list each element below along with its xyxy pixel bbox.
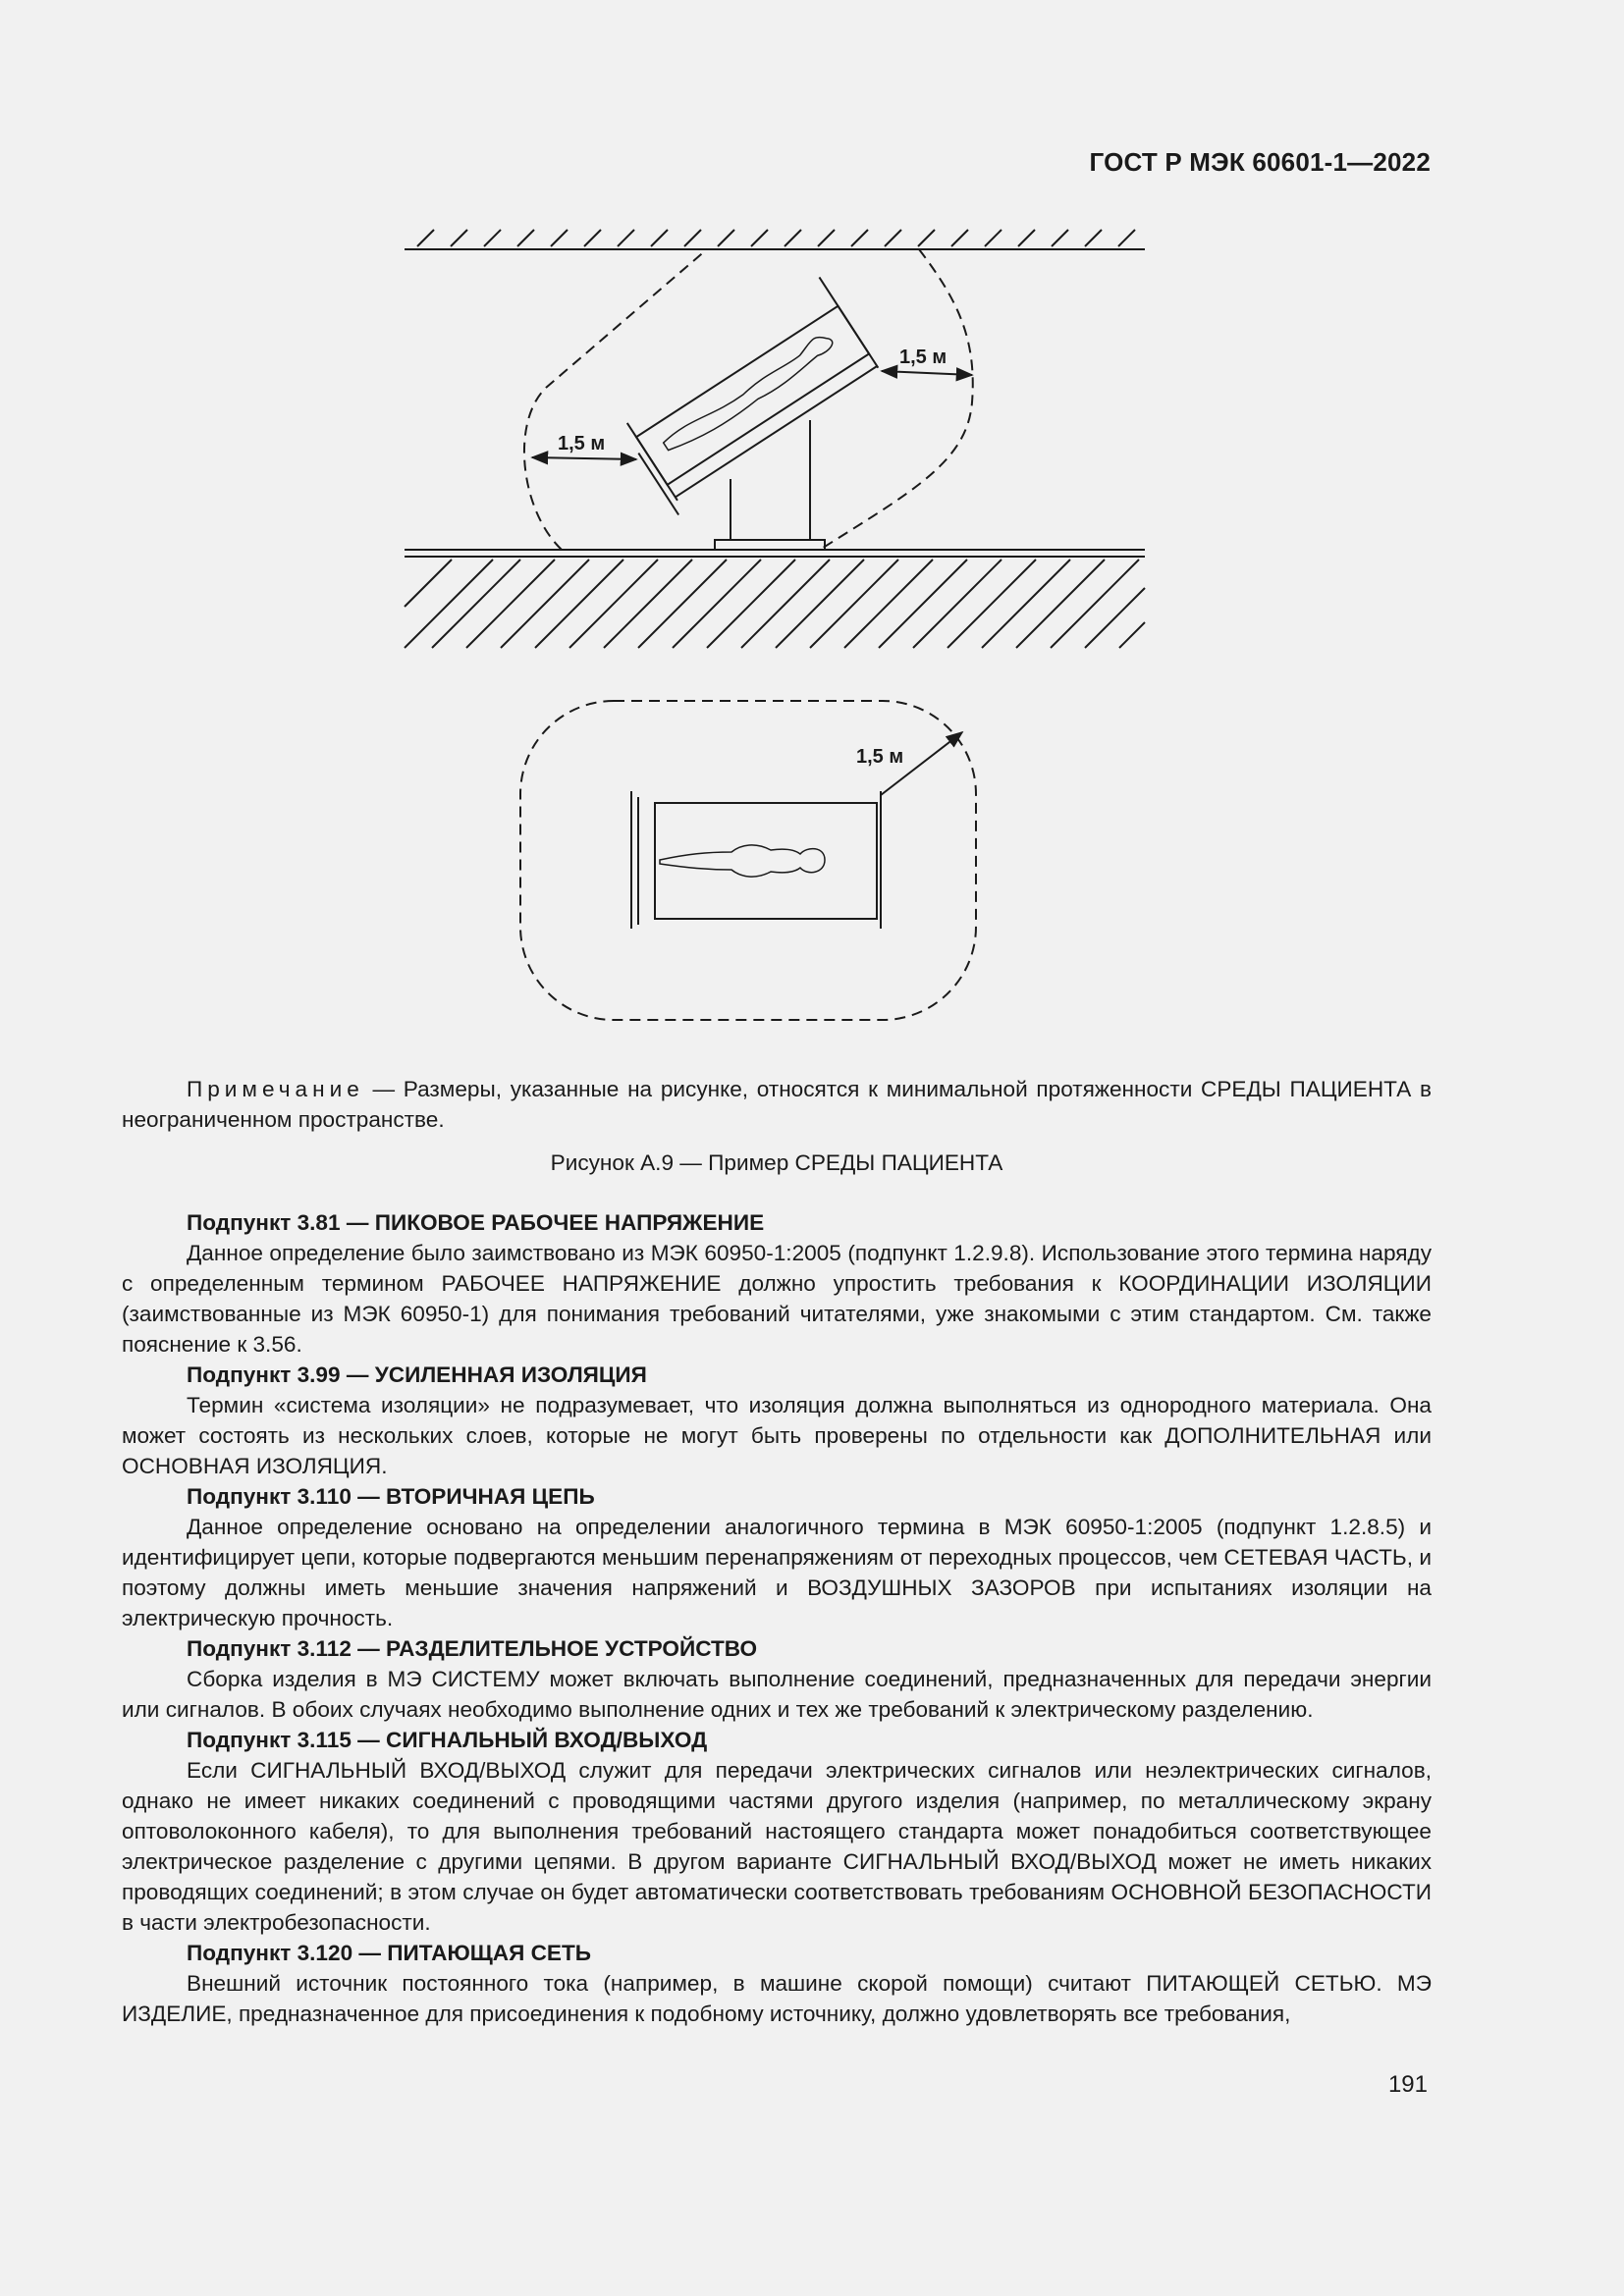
- section-body: Внешний источник постоянного тока (например, в машине скорой помощи) считают ПИТАЮЩЕЙ СЕТЬЮ. МЭ ИЗДЕЛИЕ, предназначенное для присоединения к подобному источнику, должно удовлетворять все требования,: [122, 1971, 1432, 2026]
- section-body: Если СИГНАЛЬНЫЙ ВХОД/ВЫХОД служит для передачи электрических сигналов или неэлектрических сигналов, однако не имеет никаких соединений с проводящими частями другого изделия (например, по металлическому экрану оптоволоконного кабеля), то для выполнения требований настоящего стандарта может понадобиться соответствующее электрическое разделение с другими цепями. В другом варианте СИГНАЛЬНЫЙ ВХОД/ВЫХОД может не иметь никаких проводящих соединений; в этом случае он будет автоматически соответствовать требованиям ОСНОВНОЙ БЕЗОПАСНОСТИ в части электробезопасности.: [122, 1758, 1432, 1935]
- section-heading: Подпункт 3.112 — РАЗДЕЛИТЕЛЬНОЕ УСТРОЙСТВО: [187, 1636, 758, 1661]
- figure-caption: Рисунок А.9 — Пример СРЕДЫ ПАЦИЕНТА: [550, 1150, 1003, 1175]
- dimension-arrow-right: [882, 371, 972, 375]
- section-heading: Подпункт 3.120 — ПИТАЮЩАЯ СЕТЬ: [187, 1941, 592, 1965]
- patient-figure-plan: [660, 845, 825, 877]
- dimension-label-right: 1,5 м: [899, 347, 947, 368]
- floor-line: [405, 550, 1145, 648]
- patient-environment-figure: [0, 0, 1624, 1060]
- patient-environment-boundary-plan: [520, 701, 976, 1020]
- section-body: Сборка изделия в МЭ СИСТЕМУ может включать выполнение соединений, предназначенных для передачи энергии или сигналов. В обоих случаях необходимо выполнение одних и тех же требований к электрическому разделению.: [122, 1667, 1432, 1722]
- document-header: ГОСТ Р МЭК 60601-1—2022: [1089, 147, 1431, 177]
- ceiling-line: [405, 230, 1145, 249]
- tilted-bed: [612, 277, 886, 514]
- patient-environment-boundary-side: [524, 249, 973, 550]
- bed-plan-view: [631, 791, 881, 929]
- section-heading: Подпункт 3.110 — ВТОРИЧНАЯ ЦЕПЬ: [187, 1484, 595, 1509]
- sections: [122, 1207, 1432, 2029]
- section-body: Термин «система изоляции» не подразумевает, что изоляция должна выполняться из однородного материала. Она может состоять из нескольких слоев, которые не могут быть проверены по отдельности как ДОПОЛНИТЕЛЬНАЯ или ОСНОВНАЯ ИЗОЛЯЦИЯ.: [122, 1393, 1432, 1478]
- dimension-label-plan: 1,5 м: [856, 746, 904, 768]
- section-heading: Подпункт 3.81 — ПИКОВОЕ РАБОЧЕЕ НАПРЯЖЕНИЕ: [187, 1210, 765, 1235]
- section-heading: Подпункт 3.99 — УСИЛЕННАЯ ИЗОЛЯЦИЯ: [187, 1362, 647, 1387]
- bed-pedestal: [715, 420, 825, 550]
- section-body: Данное определение основано на определении аналогичного термина в МЭК 60950-1:2005 (подпункт 1.2.8.5) и идентифицирует цепи, которые подвергаются меньшим перенапряжениям от переходных процессов, чем СЕТЕВАЯ ЧАСТЬ, и поэтому должны иметь меньшие значения напряжений и ВОЗДУШНЫХ ЗАЗОРОВ при испытаниях изоляции на электрическую прочность.: [122, 1515, 1432, 1630]
- page-number: 191: [1387, 2071, 1428, 2098]
- dimension-arrow-left: [532, 457, 636, 459]
- section-heading: Подпункт 3.115 — СИГНАЛЬНЫЙ ВХОД/ВЫХОД: [187, 1728, 708, 1752]
- section-body: Данное определение было заимствовано из МЭК 60950-1:2005 (подпункт 1.2.9.8). Использование этого термина наряду с определенным термином РАБОЧЕЕ НАПРЯЖЕНИЕ должно упростить требования к КООРДИНАЦИИ ИЗОЛЯЦИИ (заимствованные из МЭК 60950-1) для понимания требований читателями, уже знакомыми с этим стандартом. См. также пояснение к 3.56.: [122, 1241, 1432, 1357]
- dimension-label-left: 1,5 м: [558, 433, 606, 454]
- note-text: — Размеры, указанные на рисунке, относятся к минимальной протяженности СРЕДЫ ПАЦИЕНТА в неограниченном пространстве.: [122, 1077, 1432, 1132]
- note-label: Примечание: [187, 1077, 364, 1101]
- figure-note: [122, 1074, 1432, 1135]
